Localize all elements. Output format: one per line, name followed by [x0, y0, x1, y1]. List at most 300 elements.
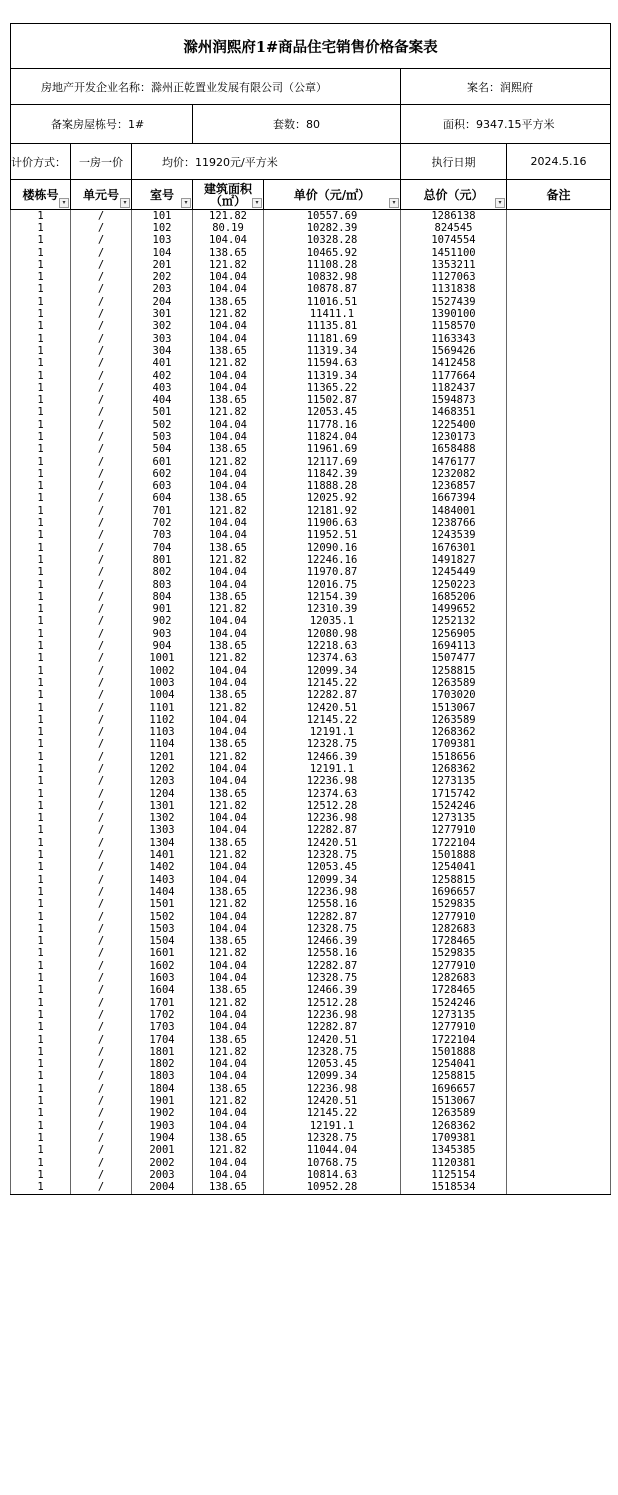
unit-cell: / — [71, 407, 132, 419]
room-cell: 203 — [132, 284, 193, 296]
room-cell: 1903 — [132, 1120, 193, 1132]
total-price-cell: 1345385 — [401, 1145, 507, 1157]
building-cell: 1 — [11, 1083, 71, 1095]
table-row — [11, 763, 611, 775]
building-cell: 1 — [11, 1034, 71, 1046]
room-cell: 902 — [132, 616, 193, 628]
remark-cell — [507, 419, 611, 431]
area-cell: 121.82 — [193, 358, 264, 370]
building-cell: 1 — [11, 825, 71, 837]
table-row — [11, 296, 611, 308]
remark-cell — [507, 222, 611, 234]
total-price-cell: 1353211 — [401, 259, 507, 271]
remark-cell — [507, 862, 611, 874]
unit-price-cell: 11594.63 — [264, 358, 401, 370]
room-cell: 1804 — [132, 1083, 193, 1095]
unit-cell: / — [71, 1095, 132, 1107]
remark-cell — [507, 530, 611, 542]
table-header-row — [11, 180, 611, 210]
building-cell: 1 — [11, 911, 71, 923]
unit-price-cell: 11906.63 — [264, 517, 401, 529]
remark-cell — [507, 874, 611, 886]
building-cell: 1 — [11, 936, 71, 948]
unit-cell: / — [71, 837, 132, 849]
building-cell: 1 — [11, 394, 71, 406]
building-cell: 1 — [11, 247, 71, 259]
table-row — [11, 739, 611, 751]
building-cell: 1 — [11, 235, 71, 247]
total-price-cell: 1245449 — [401, 567, 507, 579]
total-price-cell: 1238766 — [401, 517, 507, 529]
table-row — [11, 530, 611, 542]
remark-cell — [507, 345, 611, 357]
remark-cell — [507, 1145, 611, 1157]
total-price-cell: 1225400 — [401, 419, 507, 431]
room-cell: 1204 — [132, 788, 193, 800]
area-cell: 104.04 — [193, 726, 264, 738]
unit-cell: / — [71, 788, 132, 800]
remark-cell — [507, 554, 611, 566]
room-cell: 1103 — [132, 726, 193, 738]
unit-cell: / — [71, 296, 132, 308]
remark-cell — [507, 431, 611, 443]
area-cell: 121.82 — [193, 653, 264, 665]
total-price-cell: 1277910 — [401, 825, 507, 837]
unit-cell: / — [71, 813, 132, 825]
unit-cell: / — [71, 665, 132, 677]
total-price-cell: 1232082 — [401, 468, 507, 480]
unit-cell: / — [71, 923, 132, 935]
area-cell: 138.65 — [193, 444, 264, 456]
remark-cell — [507, 960, 611, 972]
unit-cell: / — [71, 493, 132, 505]
total-price-cell: 1694113 — [401, 640, 507, 652]
total-price-cell: 1527439 — [401, 296, 507, 308]
unit-price-cell: 12035.1 — [264, 616, 401, 628]
area-cell: 121.82 — [193, 210, 264, 223]
table-row — [11, 886, 611, 898]
unit-price-cell: 12117.69 — [264, 456, 401, 468]
room-cell: 1701 — [132, 997, 193, 1009]
table-row — [11, 1169, 611, 1181]
area-cell: 104.04 — [193, 517, 264, 529]
unit-price-cell: 12466.39 — [264, 751, 401, 763]
total-price-cell: 1258815 — [401, 1071, 507, 1083]
room-cell: 401 — [132, 358, 193, 370]
unit-price-cell: 11319.34 — [264, 345, 401, 357]
room-cell: 802 — [132, 567, 193, 579]
table-row — [11, 468, 611, 480]
area-cell: 121.82 — [193, 997, 264, 1009]
table-row — [11, 1083, 611, 1095]
room-cell: 704 — [132, 542, 193, 554]
area-cell: 104.04 — [193, 235, 264, 247]
table-row — [11, 210, 611, 223]
building-cell: 1 — [11, 210, 71, 223]
total-price-cell: 1529835 — [401, 899, 507, 911]
total-price-cell: 824545 — [401, 222, 507, 234]
table-row — [11, 640, 611, 652]
unit-cell: / — [71, 960, 132, 972]
remark-cell — [507, 899, 611, 911]
building-cell: 1 — [11, 653, 71, 665]
building-cell: 1 — [11, 751, 71, 763]
total-price-cell: 1722104 — [401, 837, 507, 849]
table-row — [11, 702, 611, 714]
building-cell: 1 — [11, 1145, 71, 1157]
total-price-cell: 1501888 — [401, 849, 507, 861]
column-header[interactable] — [11, 180, 71, 210]
unit-cell: / — [71, 210, 132, 223]
unit-cell: / — [71, 567, 132, 579]
remark-cell — [507, 714, 611, 726]
room-cell: 501 — [132, 407, 193, 419]
total-price-cell: 1131838 — [401, 284, 507, 296]
room-cell: 103 — [132, 235, 193, 247]
unit-cell: / — [71, 1145, 132, 1157]
unit-cell: / — [71, 862, 132, 874]
total-price-cell: 1256905 — [401, 628, 507, 640]
remark-cell — [507, 517, 611, 529]
remark-cell — [507, 235, 611, 247]
unit-cell: / — [71, 948, 132, 960]
unit-price-cell: 11952.51 — [264, 530, 401, 542]
room-cell: 1901 — [132, 1095, 193, 1107]
unit-cell: / — [71, 345, 132, 357]
total-price-cell: 1715742 — [401, 788, 507, 800]
column-header-label: 室号 — [149, 187, 174, 202]
table-row — [11, 591, 611, 603]
table-row — [11, 985, 611, 997]
unit-price-cell: 12236.98 — [264, 776, 401, 788]
room-cell: 1003 — [132, 677, 193, 689]
column-header[interactable] — [132, 180, 193, 210]
area-cell: 104.04 — [193, 923, 264, 935]
table-row — [11, 579, 611, 591]
remark-cell — [507, 247, 611, 259]
table-row — [11, 444, 611, 456]
area-cell: 104.04 — [193, 567, 264, 579]
unit-price-cell: 12282.87 — [264, 960, 401, 972]
room-cell: 804 — [132, 591, 193, 603]
total-price-cell: 1524246 — [401, 997, 507, 1009]
unit-price-cell: 11824.04 — [264, 431, 401, 443]
room-cell: 301 — [132, 308, 193, 320]
unit-cell: / — [71, 1034, 132, 1046]
table-row — [11, 271, 611, 283]
building-cell: 1 — [11, 788, 71, 800]
unit-cell: / — [71, 628, 132, 640]
room-cell: 201 — [132, 259, 193, 271]
unit-cell: / — [71, 1058, 132, 1070]
room-cell: 1502 — [132, 911, 193, 923]
room-cell: 1104 — [132, 739, 193, 751]
area-cell: 104.04 — [193, 874, 264, 886]
total-price-cell: 1263589 — [401, 1108, 507, 1120]
filter-dropdown-icon[interactable]: ▾ — [495, 198, 505, 208]
unit-cell: / — [71, 1071, 132, 1083]
column-header-label: 建筑面积（㎡） — [203, 181, 252, 208]
total-price-cell: 1254041 — [401, 862, 507, 874]
area-cell: 121.82 — [193, 1095, 264, 1107]
remark-cell — [507, 1083, 611, 1095]
remark-cell — [507, 628, 611, 640]
total-price-cell: 1177664 — [401, 370, 507, 382]
area-cell: 121.82 — [193, 505, 264, 517]
unit-count: 套数：80 — [193, 105, 401, 144]
room-cell: 502 — [132, 419, 193, 431]
unit-price-cell: 12053.45 — [264, 1058, 401, 1070]
filter-dropdown-icon[interactable]: ▾ — [252, 198, 262, 208]
remark-cell — [507, 370, 611, 382]
unit-cell: / — [71, 1157, 132, 1169]
unit-price-cell: 12236.98 — [264, 1083, 401, 1095]
room-cell: 104 — [132, 247, 193, 259]
remark-cell — [507, 813, 611, 825]
unit-cell: / — [71, 874, 132, 886]
unit-cell: / — [71, 1120, 132, 1132]
area-cell: 138.65 — [193, 788, 264, 800]
remark-cell — [507, 259, 611, 271]
table-row — [11, 284, 611, 296]
remark-cell — [507, 1046, 611, 1058]
room-cell: 602 — [132, 468, 193, 480]
unit-cell: / — [71, 972, 132, 984]
remark-cell — [507, 985, 611, 997]
remark-cell — [507, 296, 611, 308]
building-cell: 1 — [11, 419, 71, 431]
unit-cell: / — [71, 554, 132, 566]
unit-price-cell: 12218.63 — [264, 640, 401, 652]
room-cell: 1303 — [132, 825, 193, 837]
unit-price-cell: 12310.39 — [264, 604, 401, 616]
room-cell: 204 — [132, 296, 193, 308]
unit-cell: / — [71, 1132, 132, 1144]
column-header[interactable] — [71, 180, 132, 210]
column-header[interactable] — [507, 180, 611, 210]
building-cell: 1 — [11, 321, 71, 333]
total-price-cell: 1524246 — [401, 800, 507, 812]
building-cell: 1 — [11, 960, 71, 972]
building-cell: 1 — [11, 259, 71, 271]
filter-dropdown-icon[interactable]: ▾ — [120, 198, 130, 208]
building-cell: 1 — [11, 726, 71, 738]
unit-cell: / — [71, 481, 132, 493]
unit-cell: / — [71, 604, 132, 616]
room-cell: 1403 — [132, 874, 193, 886]
room-cell: 901 — [132, 604, 193, 616]
remark-cell — [507, 1071, 611, 1083]
filter-dropdown-icon[interactable]: ▾ — [181, 198, 191, 208]
area-cell: 104.04 — [193, 1108, 264, 1120]
total-price-cell: 1569426 — [401, 345, 507, 357]
unit-price-cell: 12099.34 — [264, 874, 401, 886]
unit-price-cell: 12282.87 — [264, 690, 401, 702]
area-cell: 138.65 — [193, 1034, 264, 1046]
area-cell: 121.82 — [193, 899, 264, 911]
column-header[interactable] — [264, 180, 401, 210]
column-header[interactable] — [401, 180, 507, 210]
area-cell: 138.65 — [193, 542, 264, 554]
area-cell: 121.82 — [193, 948, 264, 960]
building-cell: 1 — [11, 296, 71, 308]
unit-price-cell: 12154.39 — [264, 591, 401, 603]
area-cell: 138.65 — [193, 985, 264, 997]
filter-dropdown-icon[interactable]: ▾ — [389, 198, 399, 208]
table-row — [11, 358, 611, 370]
room-cell: 304 — [132, 345, 193, 357]
remark-cell — [507, 923, 611, 935]
room-cell: 504 — [132, 444, 193, 456]
unit-price-cell: 12236.98 — [264, 813, 401, 825]
unit-cell: / — [71, 431, 132, 443]
filter-dropdown-icon[interactable]: ▾ — [59, 198, 69, 208]
remark-cell — [507, 1181, 611, 1194]
remark-cell — [507, 567, 611, 579]
building-cell: 1 — [11, 763, 71, 775]
unit-price-cell: 12328.75 — [264, 972, 401, 984]
total-price-cell: 1125154 — [401, 1169, 507, 1181]
remark-cell — [507, 308, 611, 320]
building-cell: 1 — [11, 358, 71, 370]
unit-price-cell: 10282.39 — [264, 222, 401, 234]
unit-price-cell: 11502.87 — [264, 394, 401, 406]
unit-price-cell: 10832.98 — [264, 271, 401, 283]
unit-cell: / — [71, 456, 132, 468]
unit-cell: / — [71, 517, 132, 529]
remark-cell — [507, 407, 611, 419]
room-cell: 703 — [132, 530, 193, 542]
area-cell: 121.82 — [193, 308, 264, 320]
building-cell: 1 — [11, 640, 71, 652]
remark-cell — [507, 972, 611, 984]
column-header[interactable] — [193, 180, 264, 210]
room-cell: 604 — [132, 493, 193, 505]
area-cell: 104.04 — [193, 1009, 264, 1021]
remark-cell — [507, 825, 611, 837]
room-cell: 1404 — [132, 886, 193, 898]
building-cell: 1 — [11, 985, 71, 997]
building-cell: 1 — [11, 1169, 71, 1181]
area-cell: 104.04 — [193, 1022, 264, 1034]
building-cell: 1 — [11, 616, 71, 628]
unit-price-cell: 10814.63 — [264, 1169, 401, 1181]
table-row — [11, 788, 611, 800]
remark-cell — [507, 284, 611, 296]
unit-cell: / — [71, 616, 132, 628]
column-header-label: 备注 — [546, 187, 571, 202]
area-cell: 138.65 — [193, 296, 264, 308]
room-cell: 402 — [132, 370, 193, 382]
unit-price-cell: 12420.51 — [264, 837, 401, 849]
unit-price-cell: 12466.39 — [264, 936, 401, 948]
total-price-cell: 1263589 — [401, 714, 507, 726]
unit-price-cell: 11108.28 — [264, 259, 401, 271]
table-row — [11, 493, 611, 505]
unit-price-cell: 12145.22 — [264, 677, 401, 689]
building-cell: 1 — [11, 849, 71, 861]
remark-cell — [507, 739, 611, 751]
room-cell: 1202 — [132, 763, 193, 775]
remark-cell — [507, 702, 611, 714]
area-cell: 104.04 — [193, 616, 264, 628]
unit-price-cell: 11016.51 — [264, 296, 401, 308]
building-cell: 1 — [11, 333, 71, 345]
room-cell: 1402 — [132, 862, 193, 874]
unit-price-cell: 12374.63 — [264, 788, 401, 800]
unit-price-cell: 11970.87 — [264, 567, 401, 579]
unit-cell: / — [71, 394, 132, 406]
unit-price-cell: 12099.34 — [264, 665, 401, 677]
building-cell: 1 — [11, 284, 71, 296]
unit-price-cell: 12512.28 — [264, 800, 401, 812]
remark-cell — [507, 776, 611, 788]
total-price-cell: 1501888 — [401, 1046, 507, 1058]
remark-cell — [507, 677, 611, 689]
area-cell: 104.04 — [193, 431, 264, 443]
building-number: 备案房屋栋号：1# — [11, 105, 193, 144]
building-cell: 1 — [11, 1181, 71, 1194]
remark-cell — [507, 542, 611, 554]
table-row — [11, 235, 611, 247]
table-row — [11, 370, 611, 382]
room-cell: 1704 — [132, 1034, 193, 1046]
building-cell: 1 — [11, 370, 71, 382]
total-price-cell: 1529835 — [401, 948, 507, 960]
area-cell: 138.65 — [193, 936, 264, 948]
room-cell: 701 — [132, 505, 193, 517]
room-cell: 1504 — [132, 936, 193, 948]
room-cell: 801 — [132, 554, 193, 566]
total-price-cell: 1685206 — [401, 591, 507, 603]
unit-cell: / — [71, 985, 132, 997]
unit-price-cell: 10952.28 — [264, 1181, 401, 1194]
table-row — [11, 997, 611, 1009]
area-cell: 138.65 — [193, 640, 264, 652]
building-cell: 1 — [11, 1157, 71, 1169]
building-cell: 1 — [11, 665, 71, 677]
table-row — [11, 1046, 611, 1058]
unit-cell: / — [71, 702, 132, 714]
table-row — [11, 874, 611, 886]
unit-cell: / — [71, 235, 132, 247]
unit-price-cell: 12145.22 — [264, 1108, 401, 1120]
room-cell: 1201 — [132, 751, 193, 763]
table-row — [11, 259, 611, 271]
unit-price-cell: 12191.1 — [264, 763, 401, 775]
total-price-cell: 1491827 — [401, 554, 507, 566]
remark-cell — [507, 751, 611, 763]
total-price-cell: 1258815 — [401, 665, 507, 677]
area-cell: 104.04 — [193, 1058, 264, 1070]
room-cell: 603 — [132, 481, 193, 493]
room-cell: 1004 — [132, 690, 193, 702]
building-cell: 1 — [11, 702, 71, 714]
building-cell: 1 — [11, 567, 71, 579]
remark-cell — [507, 837, 611, 849]
pricing-method-label: 计价方式： — [11, 144, 71, 180]
building-cell: 1 — [11, 579, 71, 591]
unit-price-cell: 12328.75 — [264, 1132, 401, 1144]
building-cell: 1 — [11, 407, 71, 419]
remark-cell — [507, 948, 611, 960]
column-header-label: 单元号 — [82, 187, 119, 202]
table-row — [11, 936, 611, 948]
unit-cell: / — [71, 247, 132, 259]
remark-cell — [507, 1157, 611, 1169]
unit-price-cell: 12558.16 — [264, 899, 401, 911]
remark-cell — [507, 382, 611, 394]
